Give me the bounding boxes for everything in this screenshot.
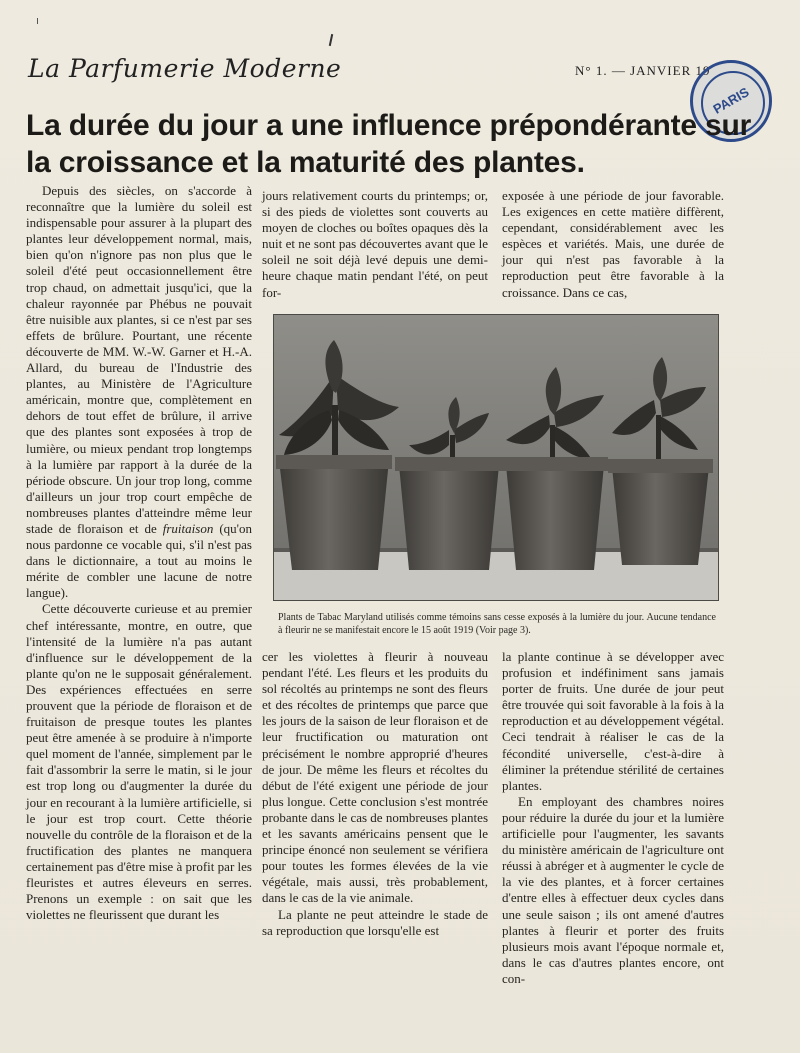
column-1 [26, 183, 252, 923]
column-2-top [262, 188, 488, 301]
col1-p1-text: Depuis des siècles, on s'accorde à reconnaître que la lumière du soleil est indispensable pour assurer à la plupart des plantes leur développement normal, mais, bien qu'on n'ignore pas non plus que le soleil d'été peut occasionnellement être trop chaud, on admettait jusqu'ici, que la chaleur rayonnée par Phébus ne pouvait être nuisible aux plantes, si ce n'est par ses effets de brûlure. Pourtant, une récente découverte de MM. W.-W. Garner et H.-A. Allard, du bureau de l'Industrie des plantes, au Ministère de l'Agriculture américain, montre que, complètement en dehors de tout effet de brûlure, il arrive que des plantes sont exposées à trop de lumière, ou mieux pendant trop longtemps à la lumière par rapport à la durée de la période obscure. Un jour trop long, comme d'ailleurs un jour trop court empêche de nombreuses plantes d'atteindre même leur stade de floraison et de [26, 183, 252, 536]
article-headline: La durée du jour a une influence prépondérante sur la croissance et la maturité des plantes. [26, 109, 752, 179]
stamp-text: PARIS [710, 84, 752, 117]
col1-paragraph-1 [26, 183, 252, 601]
tobacco-plants-photo-icon [273, 314, 719, 601]
column-2-bottom [262, 649, 488, 939]
col3-top-text: exposée à une période de jour favorable. Les exigences en cette matière diffèrent, cependant, considérablement avec les espèces et variétés. Mais, une durée de jour qui n'est pas favorable à la reproduction peut être favorable à la croissance. Dans ce cas, [502, 188, 724, 300]
col2-top-text: jours relativement courts du printemps; or, si des pieds de violettes sont couverts au moyen de cloches ou boîtes opaques dès la nuit et ne sont pas découvertes avant que le soleil ne soit déjà levé depuis une demi-heure chaque matin pendant l'été, on peut for- [262, 188, 488, 300]
photo-caption: Plants de Tabac Maryland utilisés comme témoins sans cesse exposés à la lumière du jour. Aucune tendance à fleurir ne se manifestait encore le 15 août 1919 (Voir page 3). [278, 612, 716, 636]
issue-number: N° 1. — JANVIER 19 [575, 63, 711, 78]
col2-bottom-paragraph-2: La plante ne peut atteindre le stade de sa reproduction que lorsqu'elle est [262, 906, 488, 938]
margin-tick [37, 18, 38, 24]
col2-bottom-paragraph-1: cer les violettes à fleurir à nouveau pendant l'été. Les fleurs et les produits du sol récoltés au printemps ne sont des fleurs et des récoltes de printemps que parce que les jours de la saison de leur floraison et de leur fructification ou maturation ont précisément le nombre approprié d'heures de jour. De même les fleurs et récoltes du début de l'été exigent une période de jour plus longue. Cette conclusion s'est montrée probante dans le cas de nombreuses plantes et les savants américains pensent que le principe énoncé non seulement se vérifiera pour toutes les formes élevées de la vie végétale, mais aussi, très probablement, dans le cas de la vie animale. [262, 649, 488, 906]
col1-p1-end: (qu'on nous pardonne ce vocable qui, s'il n'est pas dans le dictionnaire, a tout au moins le mérite de combler une lacune de notre langue). [26, 520, 252, 601]
col1-p1-italic: fruitaison [162, 520, 214, 536]
column-3-top [502, 188, 724, 301]
col1-paragraph-2: Cette découverte curieuse et au premier chef intéressante, montre, en outre, que l'intensité de la lumière n'a pas autant d'influence sur le développement de la plante qu'on ne le supposait généralement. Des expériences effectuées en serre prouvent que la période de floraison et de fruitaison de presque toutes les plantes peut être amenée à se produire à n'importe quel moment de l'année, simplement par le fait d'assombrir la serre le matin, si le jour est trop long ou d'augmenter la durée du jour en recourant à la lumière artificielle, si le jour est trop court. Cette théorie nouvelle du contrôle de la floraison et de la fructification des plantes ne manquera certainement pas d'être mise à profit par les fleuristes et autres éleveurs en serres. Prenons un exemple : on sait que les violettes ne fleurissent que durant les [26, 601, 252, 923]
ink-mark [329, 34, 333, 46]
column-3-bottom [502, 649, 724, 987]
masthead-title: La Parfumerie Moderne [28, 54, 342, 83]
col3-bottom-paragraph-2: En employant des chambres noires pour réduire la durée du jour et la lumière artificielle pour l'augmenter, les savants du ministère américain de l'agriculture ont réussi à abréger et à augmenter le cycle de la vie des plantes, et à forcer certaines d'entre elles à effectuer deux cycles dans une seule saison ; ils ont amené d'autres plantes à fleurir et porter des fruits plusieurs mois avant l'époque normale et, dans le cas d'autres plantes encore, ont con- [502, 793, 724, 986]
photo-illustration [274, 315, 718, 600]
col3-bottom-paragraph-1: la plante continue à se développer avec profusion et indéfiniment sans jamais porter de fruits. Une durée de jour peut être trouvée qui soit favorable à la fois à la reproduction et au développement végétal. Ceci tendrait à réaliser le cas de la fécondité universelle, c'est-à-dire à éliminer la prétendue stérilité de certaines plantes. [502, 649, 724, 793]
